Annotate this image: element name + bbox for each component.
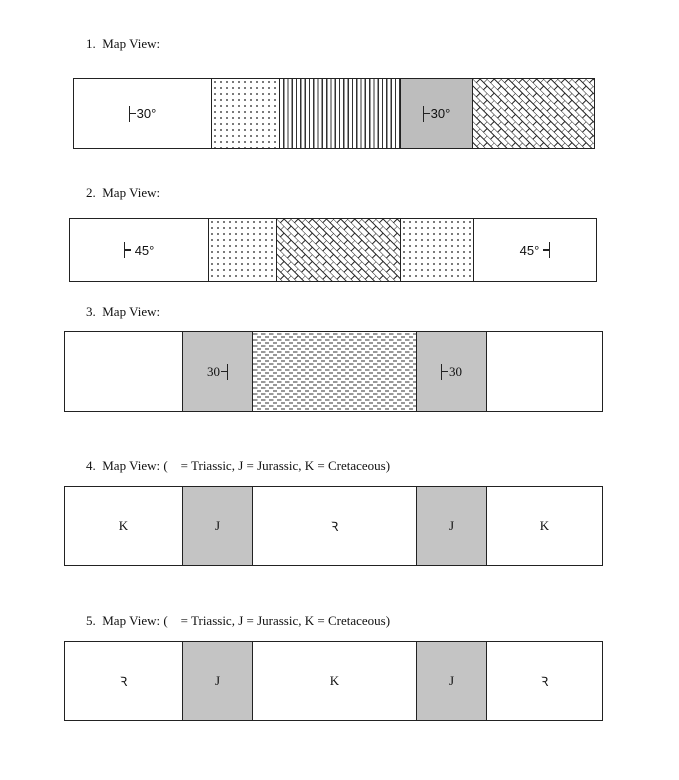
diagram-4-unit-2: J [183, 487, 253, 565]
strike-dip-icon [542, 242, 550, 258]
brick-pattern [277, 219, 400, 281]
diagram-1-unit-3-vertical-lines [280, 79, 401, 148]
diagram-2-unit-2-stipple [209, 219, 277, 281]
diagram-5-unit-5: Ꝛ [540, 674, 549, 689]
strike-dip-icon [129, 106, 137, 122]
diagram-2-unit-1 [70, 219, 209, 281]
diagram-4-unit-5: K [539, 518, 550, 533]
diagram-3-unit-1 [65, 332, 183, 411]
diagram-3-unit-2-gray [183, 332, 253, 411]
strike-dip-symbol: 45° [520, 242, 551, 258]
diagram-1-unit-2-stipple [212, 79, 280, 148]
strike-dip-symbol: 30° [129, 106, 157, 122]
diagram-5-unit-1: Ꝛ [65, 642, 183, 720]
strike-dip-symbol: 30 [441, 364, 462, 380]
diagram-1-unit-4-gray [401, 79, 473, 148]
diagram-2-label: 2. Map View: [86, 185, 161, 200]
diagram-3-unit-3-dashes [253, 332, 417, 411]
diagram-2-unit-5 [474, 219, 596, 281]
diagram-5-unit-2: J [183, 642, 253, 720]
strike-dip-symbol: 30° [423, 106, 451, 122]
strike-dip-symbol: 45° [124, 242, 155, 258]
diagram-4-unit-1: K [65, 487, 183, 565]
diagram-1-strip [73, 78, 595, 149]
diagram-5-label: 5. Map View: ( = Triassic, J = Jurassic, K = Cretaceous) [86, 613, 391, 628]
diagram-4-unit-3: Ꝛ [253, 487, 417, 565]
diagram-3-unit-5 [487, 332, 602, 411]
diagram-5-unit-4: J [417, 642, 487, 720]
diagram-3-label: 3. Map View: [86, 304, 161, 319]
diagram-2-strip [69, 218, 597, 282]
diagram-4-label: 4. Map View: ( = Triassic, J = Jurassic, K = Cretaceous) [86, 458, 391, 473]
diagram-3-strip [64, 331, 603, 412]
strike-dip-icon [441, 364, 449, 380]
diagram-5-unit-3: K [253, 642, 417, 720]
diagram-5-strip [64, 641, 603, 721]
brick-pattern [473, 79, 594, 148]
strike-dip-icon [423, 106, 431, 122]
strike-dip-icon [124, 242, 132, 258]
diagram-4-strip [64, 486, 603, 566]
strike-dip-symbol: 30 [207, 364, 228, 380]
diagram-2-unit-4-stipple [401, 219, 474, 281]
diagram-1-label: 1. Map View: [86, 36, 161, 51]
diagram-1-unit-1 [74, 79, 212, 148]
strike-dip-icon [220, 364, 228, 380]
diagram-3-unit-4-gray [417, 332, 487, 411]
diagram-2-unit-3-brick [277, 219, 401, 281]
diagram-4-unit-4: J [417, 487, 487, 565]
diagram-1-unit-5-brick [473, 79, 594, 148]
dash-pattern [253, 332, 416, 411]
